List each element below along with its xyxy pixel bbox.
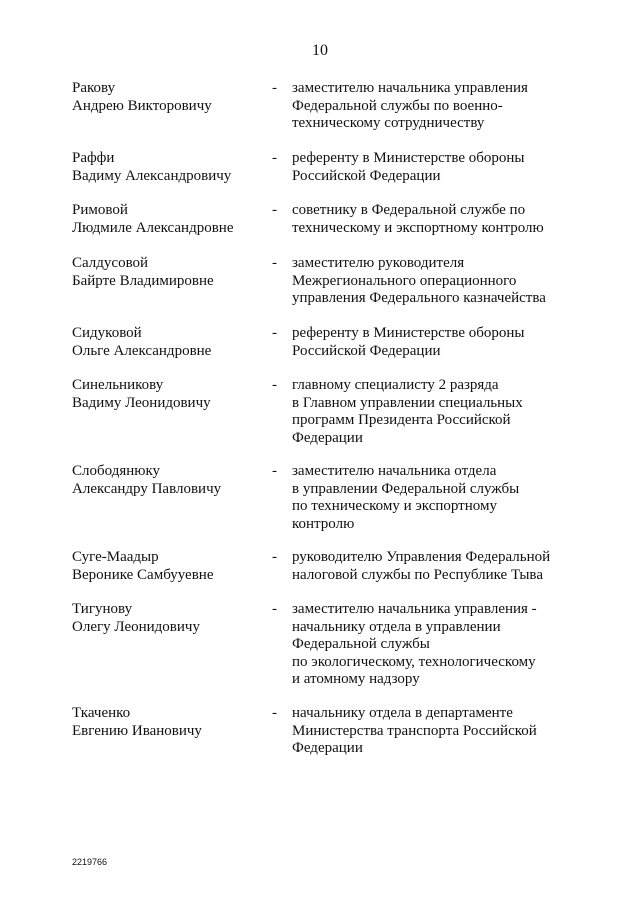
position-line: референту в Министерстве обороны	[292, 150, 525, 166]
person-given-names: Людмиле Александровне	[72, 219, 234, 236]
person-given-names: Андрею Викторовичу	[72, 97, 212, 114]
separator-dash: -	[272, 601, 277, 617]
person-name	[72, 377, 272, 412]
separator-dash: -	[272, 325, 277, 341]
position-line: начальнику отдела в департаменте	[292, 705, 513, 721]
page-number: 10	[312, 42, 328, 59]
position-line: в Главном управлении специальных	[292, 394, 523, 411]
position-line: контролю	[292, 515, 355, 532]
person-name	[72, 549, 272, 584]
position-line: налоговой службы по Республике Тыва	[292, 566, 543, 583]
person-given-names: Олегу Леонидовичу	[72, 618, 200, 635]
position-line: и атомному надзору	[292, 671, 420, 688]
person-surname: Сидуковой	[72, 325, 142, 341]
person-position	[292, 255, 612, 308]
position-line: Межрегионального операционного	[292, 272, 517, 289]
person-position	[292, 705, 612, 758]
person-name	[72, 80, 272, 115]
position-line: Российской Федерации	[292, 342, 441, 359]
position-line: программ Президента Российской	[292, 412, 511, 429]
person-surname: Салдусовой	[72, 255, 149, 271]
position-line: советнику в Федеральной службе по	[292, 202, 526, 218]
position-line: начальнику отдела в управлении	[292, 618, 501, 635]
person-position	[292, 325, 612, 360]
separator-dash: -	[272, 463, 277, 479]
person-surname: Раффи	[72, 150, 115, 166]
position-line: руководителю Управления Федеральной	[292, 549, 551, 565]
position-line: управления Федерального казначейства	[292, 290, 546, 307]
position-line: техническому и экспортному контролю	[292, 219, 544, 236]
separator-dash: -	[272, 549, 277, 565]
person-name	[72, 325, 272, 360]
position-line: Министерства транспорта Российской	[292, 722, 537, 739]
position-line: Федерации	[292, 740, 363, 757]
person-position	[292, 202, 612, 237]
person-surname: Ракову	[72, 80, 116, 96]
person-surname: Синельникову	[72, 377, 164, 393]
separator-dash: -	[272, 202, 277, 218]
person-given-names: Вадиму Александровичу	[72, 167, 232, 184]
position-line: Федерации	[292, 429, 363, 446]
position-line: в управлении Федеральной службы	[292, 480, 520, 497]
person-position	[292, 80, 612, 133]
position-line: Федеральной службы	[292, 636, 430, 653]
person-name	[72, 150, 272, 185]
position-line: Федеральной службы по военно-	[292, 97, 503, 114]
separator-dash: -	[272, 80, 277, 96]
person-name	[72, 463, 272, 498]
position-line: Российской Федерации	[292, 167, 441, 184]
separator-dash: -	[272, 255, 277, 271]
position-line: заместителю начальника управления	[292, 80, 528, 96]
person-surname: Тигунову	[72, 601, 133, 617]
person-position	[292, 377, 612, 447]
person-surname: Слободянюку	[72, 463, 161, 479]
person-given-names: Веронике Самбууевне	[72, 566, 214, 583]
person-given-names: Байрте Владимировне	[72, 272, 214, 289]
separator-dash: -	[272, 377, 277, 393]
separator-dash: -	[272, 150, 277, 166]
person-position	[292, 463, 612, 533]
person-position	[292, 150, 612, 185]
position-line: по экологическому, технологическому	[292, 653, 536, 670]
position-line: заместителю руководителя	[292, 255, 465, 271]
separator-dash: -	[272, 705, 277, 721]
position-line: техническому сотрудничеству	[292, 115, 485, 132]
position-line: заместителю начальника управления -	[292, 601, 537, 617]
person-given-names: Вадиму Леонидовичу	[72, 394, 211, 411]
person-name	[72, 202, 272, 237]
person-given-names: Евгению Ивановичу	[72, 722, 202, 739]
document-code: 2219766	[72, 857, 108, 867]
person-name	[72, 255, 272, 290]
person-name	[72, 705, 272, 740]
position-line: по техническому и экспортному	[292, 498, 497, 515]
person-given-names: Ольге Александровне	[72, 342, 212, 359]
person-position	[292, 549, 612, 584]
person-position	[292, 601, 612, 689]
position-line: главному специалисту 2 разряда	[292, 377, 499, 393]
person-surname: Римовой	[72, 202, 128, 218]
position-line: референту в Министерстве обороны	[292, 325, 525, 341]
person-given-names: Александру Павловичу	[72, 480, 222, 497]
person-surname: Ткаченко	[72, 705, 131, 721]
position-line: заместителю начальника отдела	[292, 463, 497, 479]
person-surname: Суге-Маадыр	[72, 549, 159, 565]
person-name	[72, 601, 272, 636]
